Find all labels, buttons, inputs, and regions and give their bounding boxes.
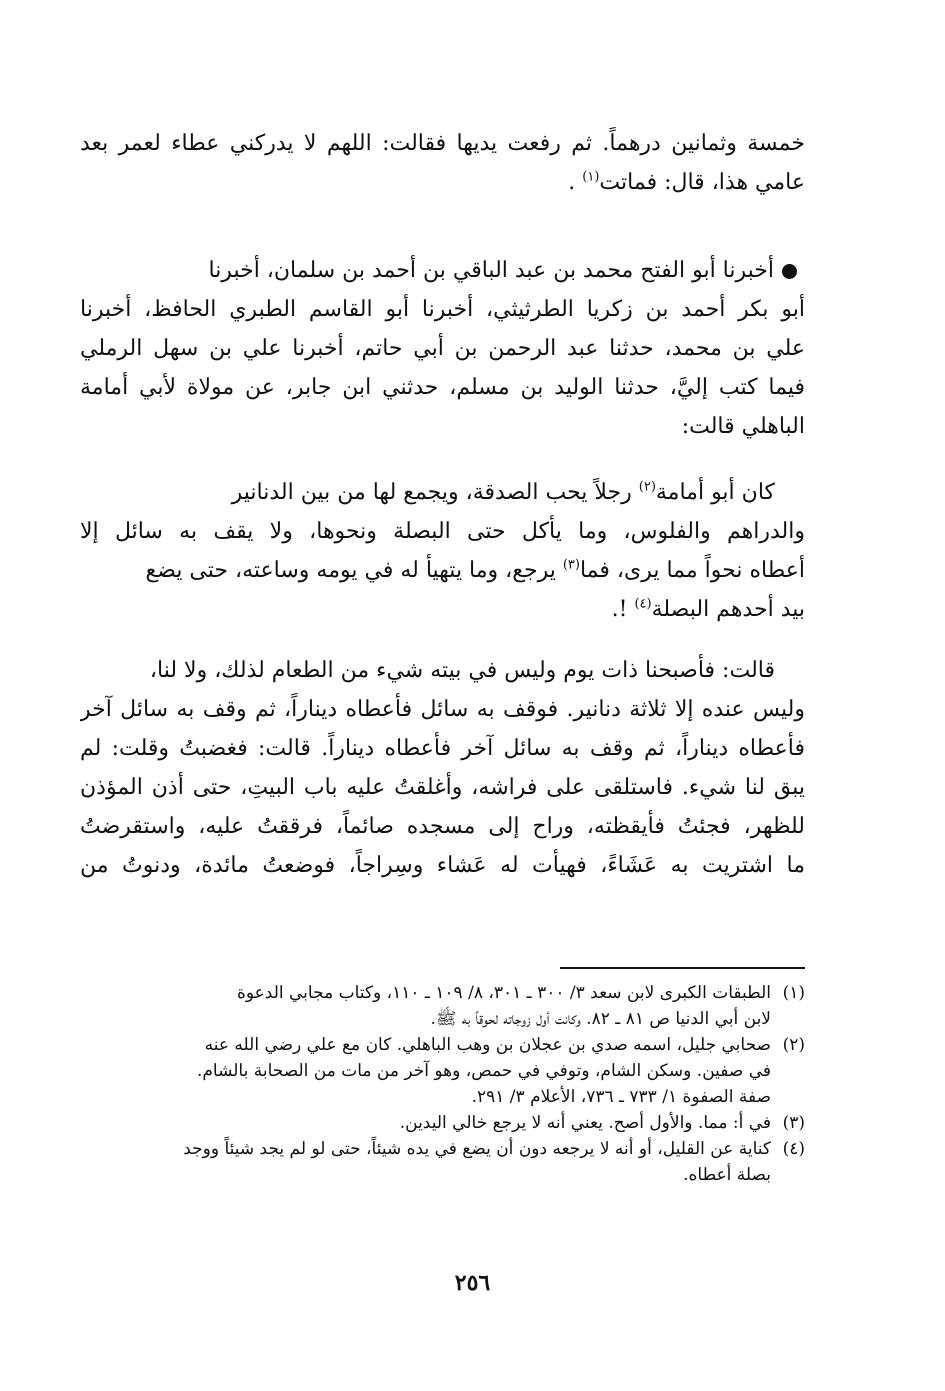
footnote-ref[interactable]: (٢) (638, 479, 656, 495)
footnote-line (80, 980, 805, 1006)
footnote-number: (١) (782, 983, 805, 1003)
footnote-number: (٣) (782, 1113, 805, 1133)
text-fragment: كان أبو أمامة (655, 480, 775, 505)
text-line: قالت: فأصبحنا ذات يوم وليس في بيته شيء من الطعام لذلك، ولا لنا، (149, 658, 775, 683)
text-fragment: يرجع، وما يتهيأ له في يومه وساعته، حتى يضع (145, 558, 563, 583)
footnote-line: في صفين. وسكن الشام، وتوفي في حمص، وهو آخر من مات من الصحابة بالشام. (196, 1061, 771, 1081)
footnote-line: بصلة أعطاه. (683, 1165, 771, 1185)
text-line: وليس عنده إلا ثلاثة دنانير. فوقف به سائل فأعطاه ديناراً، ثم وقف به سائل آخر (80, 697, 805, 722)
text-line (80, 163, 805, 202)
footnote-separator (560, 967, 805, 969)
text-line (80, 251, 805, 290)
text-fragment: أعطاه نحواً مما يرى، فما (579, 558, 805, 583)
text-line (80, 551, 805, 590)
text-line: الباهلي قالت: (681, 414, 805, 439)
text-fragment: أخبرنا أبو الفتح محمد بن عبد الباقي بن أحمد بن سلمان، أخبرنا (208, 258, 774, 283)
footnote-text: في أ: مما. والأول أصح. يعني أنه لا يرجع خالي اليدين. (399, 1113, 771, 1133)
text-fragment: . (568, 170, 583, 195)
text-fragment: رجلاً يحب الصدقة، ويجمع لها من بين الدنانير (231, 480, 639, 505)
text-fragment: !. (611, 597, 635, 622)
footnote (80, 1136, 805, 1188)
footnote (80, 1032, 805, 1110)
footnote-line (80, 1136, 805, 1162)
text-line: علي بن محمد، حدثنا عبد الرحمن بن أبي حاتم، أخبرنا علي بن سهل الرملي (80, 336, 805, 361)
text-line: أبو بكر أحمد بن زكريا الطرثيثي، أخبرنا أبو القاسم الطبري الحافظ، أخبرنا (80, 297, 805, 322)
footnote (80, 980, 805, 1032)
footnote-text: كناية عن القليل، أو أنه لا يرجعه دون أن يضع في يده شيئاً، حتى لو لم يجد شيئاً ووجد (183, 1139, 771, 1159)
footnote-line: لابن أبي الدنيا ص ٨١ ـ ٨٢. وكانت أول زوجاته لحوقاً به ﷺ. (430, 1009, 771, 1029)
footnote-ref[interactable]: (٤) (634, 596, 652, 612)
footnote-text: صحابي جليل، اسمه صدي بن عجلان بن وهب الباهلي. كان مع علي رضي الله عنه (204, 1035, 771, 1055)
footnote-ref[interactable]: (٣) (562, 557, 580, 573)
footnote-text: الطبقات الكبرى لابن سعد ٣/ ٣٠٠ ـ ٣٠١، ٨/ ١٠٩ ـ ١١٠، وكتاب مجابي الدعوة (236, 983, 771, 1003)
page-number: ٢٥٦ (454, 1270, 491, 1296)
text-line: خمسة وثمانين درهماً. ثم رفعت يديها فقالت: اللهم لا يدركني عطاء لعمر بعد (80, 131, 805, 156)
text-line (80, 590, 805, 629)
text-line: والدراهم والفلوس، وما يأكل حتى البصلة ونحوها، ولا يقف به سائل إلا (80, 519, 805, 544)
footnote-number: (٤) (782, 1139, 805, 1159)
footnote-ref[interactable]: (١) (582, 169, 600, 185)
text-line: للظهر، فجئتُ فأيقظته، وراح إلى مسجده صائماً، فرققتُ عليه، واستقرضتُ (80, 814, 805, 839)
paragraph-3 (80, 473, 805, 629)
footnote-number: (٢) (782, 1035, 805, 1055)
paragraph-2 (80, 251, 805, 446)
text-fragment: عامي هذا، قال: فماتت (599, 170, 805, 195)
footnote-line (80, 1110, 805, 1136)
text-line: يبق لنا شيء. فاستلقى على فراشه، وأغلقتُ عليه باب البيتِ، حتى أذن المؤذن (80, 775, 805, 800)
bullet-icon (782, 264, 797, 279)
text-line: ما اشتريت به عَشَاءً، فهيأت له عَشاء وسِراجاً، فوضعتُ مائدة، ودنوتُ من (80, 853, 805, 878)
paragraph-1 (80, 124, 805, 202)
text-line: فأعطاه ديناراً، ثم وقف به سائل آخر فأعطاه ديناراً. قالت: فغضبتُ وقلت: لم (80, 736, 805, 761)
text-line (80, 473, 805, 512)
text-fragment: بيد أحدهم البصلة (651, 597, 805, 622)
footnotes (80, 980, 805, 1188)
footnote-line (80, 1032, 805, 1058)
paragraph-4 (80, 651, 805, 885)
footnote-line: صفة الصفوة ١/ ٧٣٣ ـ ٧٣٦، الأعلام ٣/ ٢٩١. (471, 1087, 771, 1107)
footnote (80, 1110, 805, 1136)
text-line: فيما كتب إليَّ، حدثنا الوليد بن مسلم، حدثني ابن جابر، عن مولاة لأبي أمامة (80, 375, 805, 400)
